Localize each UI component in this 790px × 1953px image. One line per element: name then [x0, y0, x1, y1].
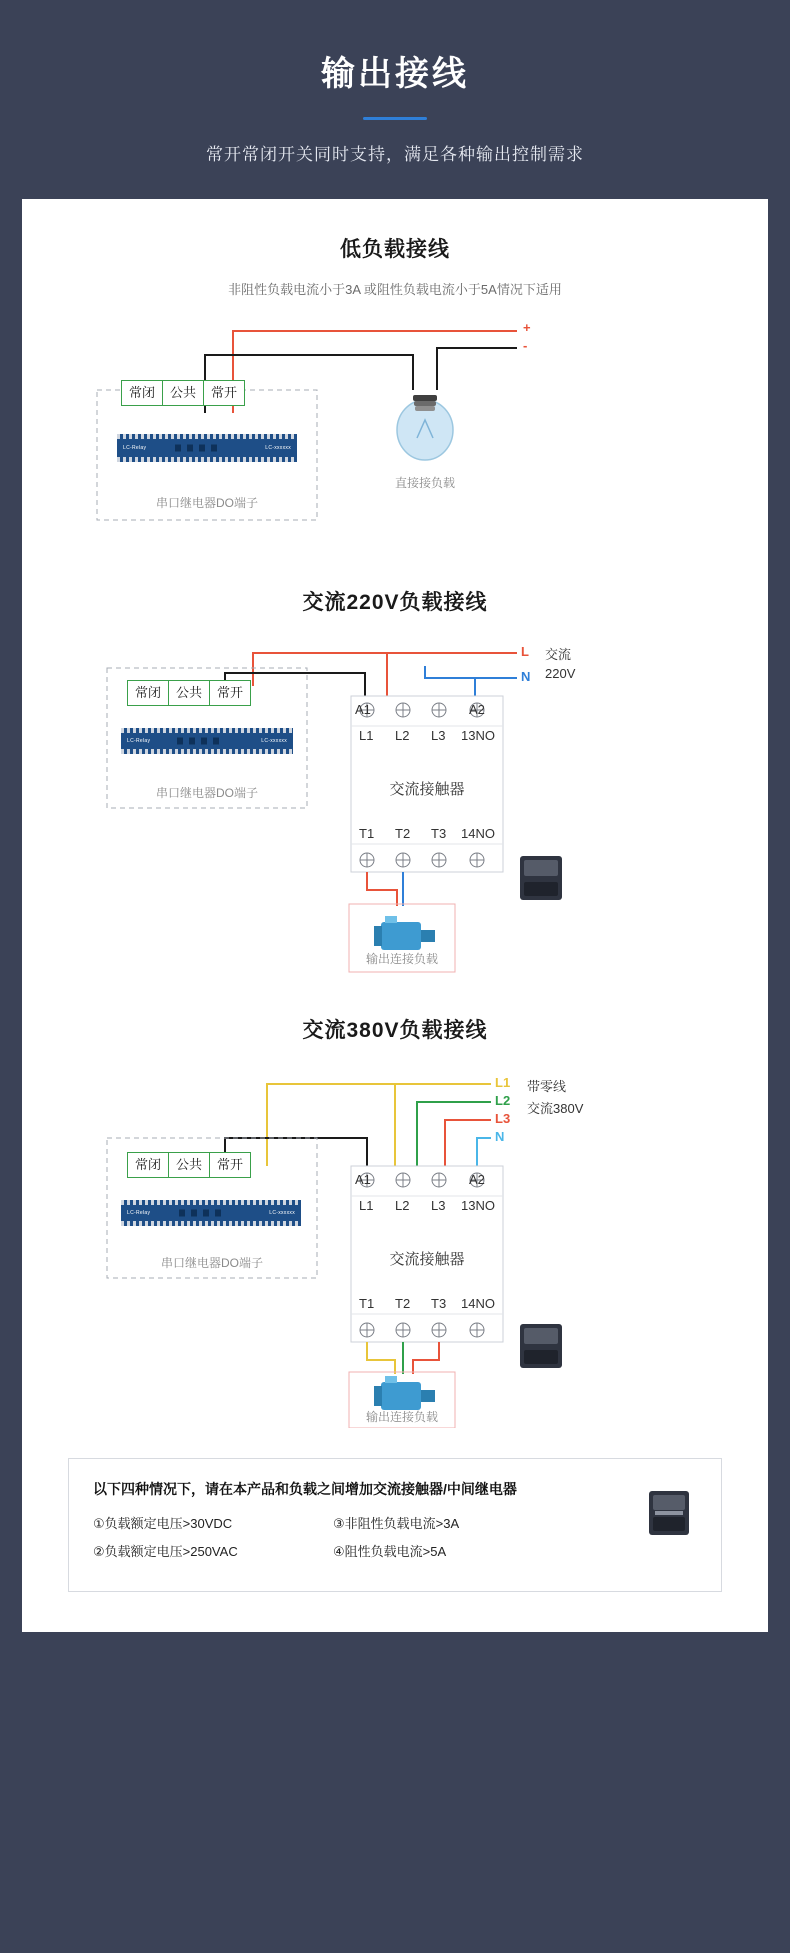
- board-pins-bottom: [121, 749, 293, 754]
- board-pins-top: [117, 434, 297, 439]
- note-item: ③非阻性负载电流>3A: [333, 1516, 460, 1531]
- section-note-low-load: 非阻性负载电流小于3A 或阻性负载电流小于5A情况下适用: [228, 282, 562, 297]
- contactor-pin-a2: A2: [469, 702, 485, 717]
- notes-column-right: [333, 1513, 573, 1569]
- contactor-bot-t3: T3: [431, 826, 447, 841]
- load-caption-low-load: 直接接负载: [394, 476, 455, 490]
- contactor-bot-14no: 14NO: [461, 826, 495, 841]
- board-label-left: LC-Relay: [123, 445, 147, 451]
- low-load-wiring-svg: [65, 298, 725, 558]
- source-label-380v: 交流380V: [527, 1101, 584, 1116]
- contactor-top-l3: L3: [431, 728, 446, 743]
- board-label-left: LC-Relay: [127, 1210, 151, 1216]
- contactor-pin-a1: A1: [355, 1172, 371, 1187]
- contactor-pin-a1: A1: [355, 702, 371, 717]
- source-label-neutral: 带零线: [527, 1079, 567, 1094]
- load-caption-ac380: 输出连接负载: [365, 1410, 438, 1424]
- line-label-L1: L1: [495, 1075, 511, 1090]
- terminal-no: 常开: [211, 385, 238, 400]
- board-pins-top: [121, 1200, 301, 1205]
- page-title: 输出接线: [321, 55, 469, 93]
- line-label-N: N: [495, 1129, 505, 1144]
- contactor-top-13no: 13NO: [461, 1198, 495, 1213]
- section-title-ac380: 交流380V负载接线: [302, 1019, 488, 1042]
- page-subtitle: 常开常闭开关同时支持，满足各种输出控制需求: [206, 145, 584, 164]
- relay-caption-ac220: 串口继电器DO端子: [155, 786, 258, 800]
- notes-title: 以下四种情况下，请在本产品和负载之间增加交流接触器/中间继电器: [93, 1481, 517, 1497]
- contactor-top-13no: 13NO: [461, 728, 495, 743]
- terminal-no: 常开: [217, 1157, 244, 1172]
- page-header: [0, 0, 790, 165]
- line-label-L2: L2: [495, 1093, 511, 1108]
- terminal-row-ac380: [127, 1152, 251, 1178]
- contactor-top-l2: L2: [395, 728, 410, 743]
- board-chip: [201, 738, 207, 745]
- contactor-bot-t2: T2: [395, 826, 411, 841]
- contactor-bot-t1: T1: [359, 826, 375, 841]
- section-title-ac220: 交流220V负载接线: [302, 591, 488, 614]
- line-label-L: L: [521, 644, 529, 659]
- source-label-ac: 交流: [545, 647, 572, 662]
- relay-board-ac380: [121, 1200, 301, 1226]
- contactor-icon: [641, 1485, 697, 1541]
- terminal-nc: 常闭: [122, 381, 163, 405]
- board-chip: [213, 738, 219, 745]
- board-chip: [177, 738, 183, 745]
- board-chip: [211, 445, 217, 452]
- board-label-right: LC-xxxxxx: [265, 445, 291, 451]
- wire-label-plus: +: [523, 320, 531, 335]
- contactor-bot-t3: T3: [431, 1296, 447, 1311]
- notes-column-left: [93, 1513, 333, 1569]
- source-label-220v: 220V: [545, 666, 576, 681]
- terminal-com: 公共: [169, 1153, 210, 1177]
- wire-label-minus: -: [523, 338, 528, 353]
- relay-caption-ac380: 串口继电器DO端子: [160, 1256, 263, 1270]
- relay-board-ac220: [121, 728, 293, 754]
- board-chip: [189, 738, 195, 745]
- terminal-row-ac220: [127, 680, 251, 706]
- board-pins-bottom: [117, 457, 297, 462]
- board-label-right: LC-xxxxxx: [269, 1210, 295, 1216]
- contactor-bot-t1: T1: [359, 1296, 375, 1311]
- diagram-ac220: [65, 638, 725, 988]
- diagram-low-load: [65, 298, 725, 558]
- board-label-left: LC-Relay: [127, 738, 151, 744]
- board-pins-top: [121, 728, 293, 733]
- contactor-bot-14no: 14NO: [461, 1296, 495, 1311]
- notes-box: [68, 1458, 722, 1592]
- contactor-label-ac380: 交流接触器: [389, 1251, 465, 1268]
- terminal-row-low-load: [121, 380, 245, 406]
- terminal-com: 公共: [163, 381, 204, 405]
- content-card: [22, 199, 768, 1632]
- board-pins-bottom: [121, 1221, 301, 1226]
- title-divider: [363, 117, 427, 120]
- terminal-no: 常开: [217, 685, 244, 700]
- note-item: ②负载额定电压>250VAC: [93, 1544, 238, 1559]
- notes-grid: [93, 1513, 697, 1569]
- board-chip: [191, 1210, 197, 1217]
- board-chip: [203, 1210, 209, 1217]
- relay-board-low-load: [117, 434, 297, 462]
- contactor-top-l1: L1: [359, 728, 374, 743]
- board-chip: [215, 1210, 221, 1217]
- relay-caption-low-load: 串口继电器DO端子: [155, 496, 258, 510]
- section-title-low-load: 低负载接线: [340, 238, 450, 261]
- diagram-ac380: [65, 1068, 725, 1428]
- board-label-right: LC-xxxxxx: [261, 738, 287, 744]
- terminal-com: 公共: [169, 681, 210, 705]
- contactor-top-l3: L3: [431, 1198, 446, 1213]
- note-item: ①负载额定电压>30VDC: [93, 1516, 233, 1531]
- contactor-pin-a2: A2: [469, 1172, 485, 1187]
- board-chip: [179, 1210, 185, 1217]
- terminal-nc: 常闭: [128, 1153, 169, 1177]
- board-chip: [199, 445, 205, 452]
- contactor-top-l2: L2: [395, 1198, 410, 1213]
- contactor-top-l1: L1: [359, 1198, 374, 1213]
- load-caption-ac220: 输出连接负载: [365, 952, 438, 966]
- board-chip: [175, 445, 181, 452]
- contactor-bot-t2: T2: [395, 1296, 411, 1311]
- board-chip: [187, 445, 193, 452]
- contactor-label-ac220: 交流接触器: [389, 781, 465, 798]
- line-label-L3: L3: [495, 1111, 511, 1126]
- line-label-N: N: [521, 669, 531, 684]
- terminal-nc: 常闭: [128, 681, 169, 705]
- note-item: ④阻性负载电流>5A: [333, 1544, 447, 1559]
